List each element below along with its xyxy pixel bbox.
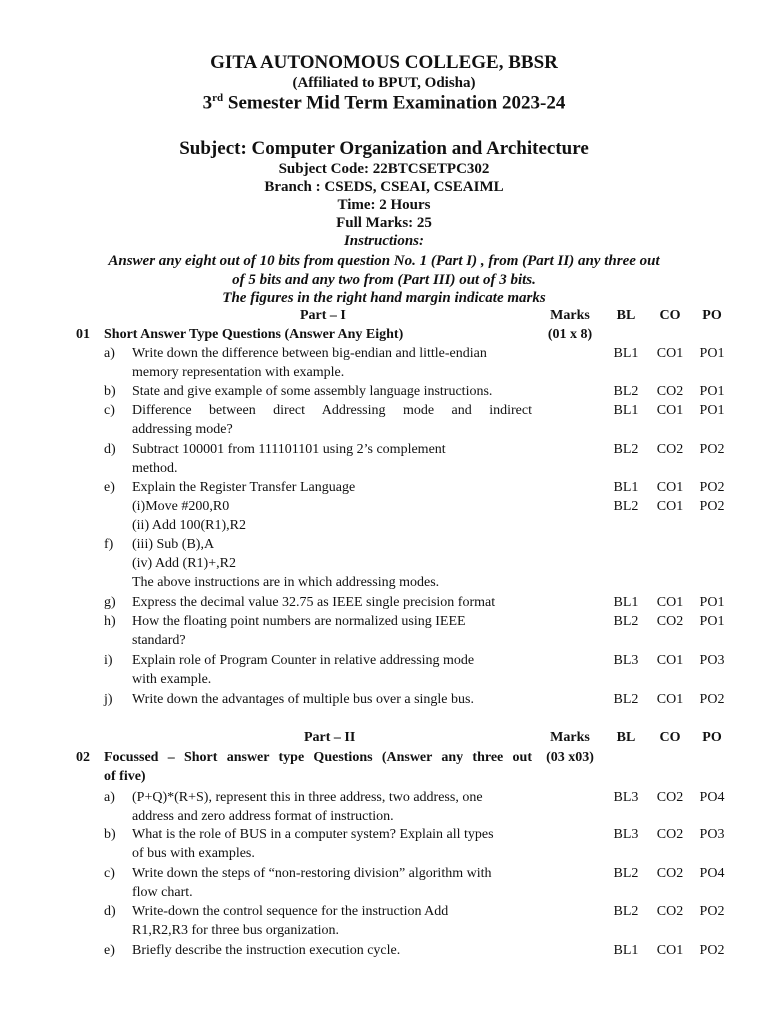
item-co: CO2 [656,827,684,842]
item-po: PO1 [699,403,725,418]
item-bl: BL2 [613,442,639,457]
marks-column-header: Marks [550,730,590,745]
item-co: CO2 [656,614,684,629]
item-text-line: Write-down the control sequence for the instruction Add [132,904,449,919]
item-label: b) [104,827,116,842]
item-label: d) [104,904,116,919]
instructions-line-1: Answer any eight out of 10 bits from question No. 1 (Part I) , from (Part II) any three out [108,253,660,269]
item-text-line: addressing mode? [132,422,233,437]
item-text-line: The above instructions are in which addressing modes. [132,575,440,590]
item-text [132,593,552,612]
subject-title: Subject: Computer Organization and Architecture [179,138,589,159]
item-text-line: State and give example of some assembly language instructions. [132,384,493,399]
item-bl: BL1 [613,403,639,418]
item-text-line: What is the role of BUS in a computer system? Explain all types [132,827,494,842]
subject-code: Subject Code: 22BTCSETPC302 [278,161,490,177]
item-po: PO1 [699,614,725,629]
question-marks: (01 x 8) [547,327,593,342]
item-po: PO4 [699,866,725,881]
instructions-title: Instructions: [343,233,425,249]
item-po: PO2 [699,943,725,958]
item-po: PO3 [699,653,725,668]
item-bl: BL2 [613,499,639,514]
item-label: a) [104,790,115,805]
item-po: PO1 [699,384,725,399]
item-label: i) [104,653,113,668]
item-text-line: (iv) Add (R1)+,R2 [132,556,236,571]
item-co: CO2 [656,904,684,919]
item-po: PO4 [699,790,725,805]
item-po: PO1 [699,346,725,361]
item-text [132,382,532,401]
item-bl: BL3 [613,653,639,668]
item-text-line: Explain role of Program Counter in relative addressing mode [132,653,475,668]
item-label: e) [104,943,115,958]
item-text-line: address and zero address format of instruction. [132,809,394,824]
question-marks: (03 x03) [546,750,594,765]
item-co: CO1 [656,499,684,514]
item-text-line: memory representation with example. [132,365,345,380]
item-text [132,497,532,592]
item-bl: BL3 [613,827,639,842]
item-bl: BL1 [613,595,639,610]
question-heading: Short Answer Type Questions (Answer Any Eight) [104,327,404,342]
item-text-line: Explain the Register Transfer Language [132,480,356,495]
part1-title: Part – I [300,308,346,323]
item-co: CO1 [656,595,684,610]
item-po: PO2 [699,480,725,495]
item-text-line: R1,R2,R3 for three bus organization. [132,923,339,938]
bl-column-header: BL [616,308,636,323]
item-text [132,788,532,826]
item-bl: BL2 [613,614,639,629]
po-column-header: PO [702,308,722,323]
item-text [132,690,552,709]
item-label: c) [104,403,115,418]
item-text [132,612,532,650]
item-po: PO2 [699,442,725,457]
item-text-line: Express the decimal value 32.75 as IEEE single precision format [132,595,496,610]
item-text [132,864,532,902]
item-co: CO2 [656,384,684,399]
instructions-line-2: of 5 bits and any two from (Part III) out of 3 bits. [232,272,536,288]
exam-title [0,92,768,114]
item-co: CO2 [656,442,684,457]
item-text-line: (ii) Add 100(R1),R2 [132,518,246,533]
question-number: 02 [76,750,90,765]
item-text-line: Write down the difference between big-endian and little-endian [132,346,487,361]
item-text-line: method. [132,461,178,476]
item-text [132,401,532,439]
item-bl: BL1 [613,346,639,361]
item-label: j) [104,692,113,707]
item-bl: BL3 [613,790,639,805]
item-co: CO1 [656,346,684,361]
item-po: PO2 [699,692,725,707]
branch: Branch : CSEDS, CSEAI, CSEAIML [264,179,504,195]
item-text-line: Subtract 100001 from 111101101 using 2’s complement [132,442,446,457]
co-column-header: CO [659,730,681,745]
co-column-header: CO [659,308,681,323]
po-column-header: PO [702,730,722,745]
item-text-line: Briefly describe the instruction execution cycle. [132,943,401,958]
item-text-line: Write down the steps of “non-restoring division” algorithm with [132,866,492,881]
item-co: CO1 [656,480,684,495]
item-co: CO1 [656,692,684,707]
item-text [132,941,532,960]
item-bl: BL1 [613,480,639,495]
item-bl: BL2 [613,904,639,919]
question-heading [104,748,532,786]
item-label: h) [104,614,116,629]
item-text [132,651,532,689]
item-text-line: (i)Move #200,R0 [132,499,230,514]
item-text-line: flow chart. [132,885,193,900]
item-co: CO1 [656,403,684,418]
item-po: PO1 [699,595,725,610]
item-text [132,440,532,478]
item-label: g) [104,595,116,610]
item-text [132,825,532,863]
item-bl: BL1 [613,943,639,958]
question-number: 01 [76,327,90,342]
item-text-line: with example. [132,672,212,687]
item-text [132,344,532,382]
item-co: CO1 [656,653,684,668]
item-text-line: of bus with examples. [132,846,255,861]
item-label: d) [104,442,116,457]
item-text-line: (iii) Sub (B),A [132,537,215,552]
item-label: c) [104,866,115,881]
item-label: e) [104,480,115,495]
bl-column-header: BL [616,730,636,745]
item-bl: BL2 [613,866,639,881]
item-text-line: (P+Q)*(R+S), represent this in three address, two address, one [132,790,483,805]
item-bl: BL2 [613,692,639,707]
item-label: b) [104,384,116,399]
exam-time: Time: 2 Hours [337,197,431,213]
semester-number: 3 [202,92,213,114]
part2-title: Part – II [304,730,356,745]
semester-suffix: rd [212,92,224,104]
item-text-line: Difference between direct Addressing mode and indirect [132,403,532,418]
college-name: GITA AUTONOMOUS COLLEGE, BBSR [210,52,558,73]
question-heading-line: Focussed – Short answer type Questions (Answer any three out [104,750,532,765]
item-text [132,478,532,497]
item-po: PO2 [699,499,725,514]
exam-title-rest: Semester Mid Term Examination 2023-24 [223,92,566,114]
affiliation: (Affiliated to BPUT, Odisha) [292,75,476,91]
item-co: CO2 [656,866,684,881]
item-po: PO3 [699,827,725,842]
item-bl: BL2 [613,384,639,399]
item-text-line: How the floating point numbers are normalized using IEEE [132,614,466,629]
full-marks: Full Marks: 25 [336,215,432,231]
item-text [132,902,532,940]
item-text-line: Write down the advantages of multiple bus over a single bus. [132,692,474,707]
item-label: f) [104,537,114,552]
item-label: a) [104,346,115,361]
instructions-line-3: The figures in the right hand margin indicate marks [222,290,546,306]
marks-column-header: Marks [550,308,590,323]
item-po: PO2 [699,904,725,919]
item-co: CO1 [656,943,684,958]
item-co: CO2 [656,790,684,805]
question-heading-line: of five) [104,769,146,784]
item-text-line: standard? [132,633,186,648]
